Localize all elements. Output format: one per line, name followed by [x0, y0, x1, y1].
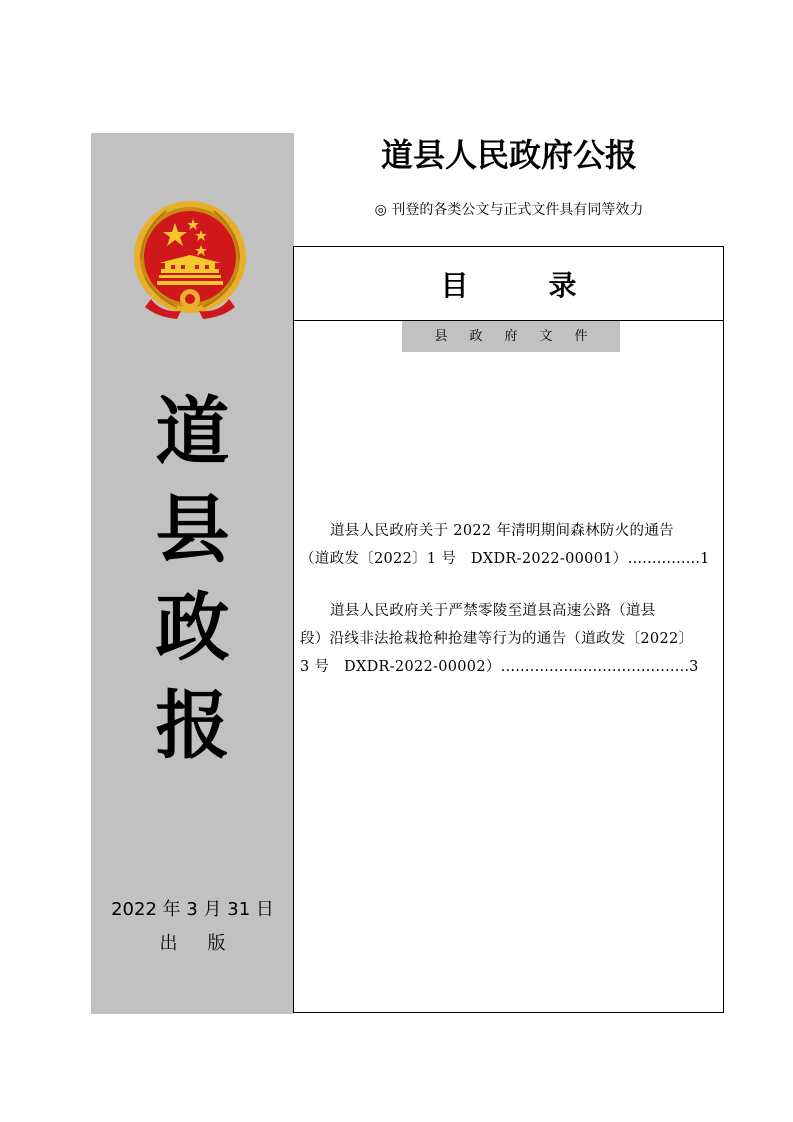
toc-entry[interactable]: [300, 597, 720, 681]
vertical-title: [91, 383, 294, 775]
publication-date: 2022 年 3 月 31 日: [111, 899, 274, 920]
vertical-title-char: 报: [155, 683, 230, 769]
vertical-title-char: 政: [155, 585, 230, 671]
vertical-title-char: 县: [155, 487, 230, 573]
toc-leader-dots: ……………: [627, 551, 701, 567]
toc-entry-doc-number: 3 号 DXDR-2022-00002）: [300, 659, 501, 675]
toc-entry[interactable]: [300, 517, 720, 573]
toc-entry-line: [300, 653, 720, 681]
toc-box: [293, 246, 724, 1013]
section-label: 县政府文件: [402, 321, 620, 352]
toc-entry-line: 道县人民政府关于 2022 年清明期间森林防火的通告: [330, 523, 674, 539]
sidebar: [91, 133, 294, 1014]
toc-entry-line: 段）沿线非法抢栽抢种抢建等行为的通告（道政发〔2022〕: [300, 631, 694, 647]
toc-header: [294, 247, 723, 321]
national-emblem-icon: [131, 199, 249, 321]
toc-title: 目录: [440, 268, 657, 302]
gazette-title: 道县人民政府公报: [380, 136, 637, 174]
toc-entry-line: [300, 545, 720, 573]
toc-entry-line: 道县人民政府关于严禁零陵至道县高速公路（道县: [330, 603, 656, 619]
toc-leader-dots: …………………………………: [500, 659, 690, 675]
toc-page-number: 1: [700, 551, 710, 567]
vertical-title-char: 道: [155, 389, 230, 475]
publish-label: 出版: [159, 933, 256, 954]
toc-entry-doc-number: （道政发〔2022〕1 号 DXDR-2022-00001）: [300, 551, 628, 567]
gazette-subtitle: ◎ 刊登的各类公文与正式文件具有同等效力: [374, 202, 644, 218]
toc-page-number: 3: [689, 659, 699, 675]
